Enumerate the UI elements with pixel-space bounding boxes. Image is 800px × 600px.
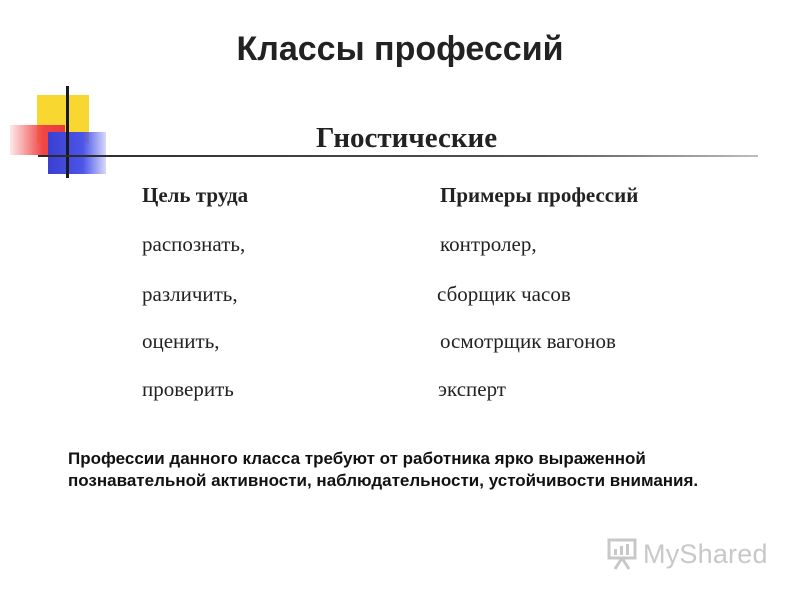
goal-cell: оценить,: [142, 329, 220, 353]
vertical-divider: [66, 86, 69, 178]
slide-note: Профессии данного класса требуют от работника ярко выраженной познавательной активности, наблюдательности, устойчивости внимания.: [68, 449, 699, 490]
goal-cell: распознать,: [142, 232, 246, 256]
example-cell: эксперт: [438, 377, 506, 401]
presentation-board-icon: [607, 537, 637, 571]
slide-subtitle: Гностические: [316, 122, 498, 154]
example-cell: сборщик часов: [437, 282, 571, 306]
watermark-text: MyShared: [643, 538, 768, 569]
goal-cell: различить,: [142, 282, 238, 306]
blue-square: [48, 132, 106, 174]
example-cell: контролер,: [440, 232, 537, 256]
column-header-goal: Цель труда: [142, 183, 249, 207]
column-header-examples: Примеры профессий: [440, 183, 639, 207]
goal-cell: проверить: [142, 377, 234, 401]
slide-title: Классы профессий: [236, 30, 564, 68]
horizontal-divider: [38, 155, 758, 157]
example-cell: осмотрщик вагонов: [440, 329, 616, 353]
watermark-logo: [607, 536, 768, 572]
